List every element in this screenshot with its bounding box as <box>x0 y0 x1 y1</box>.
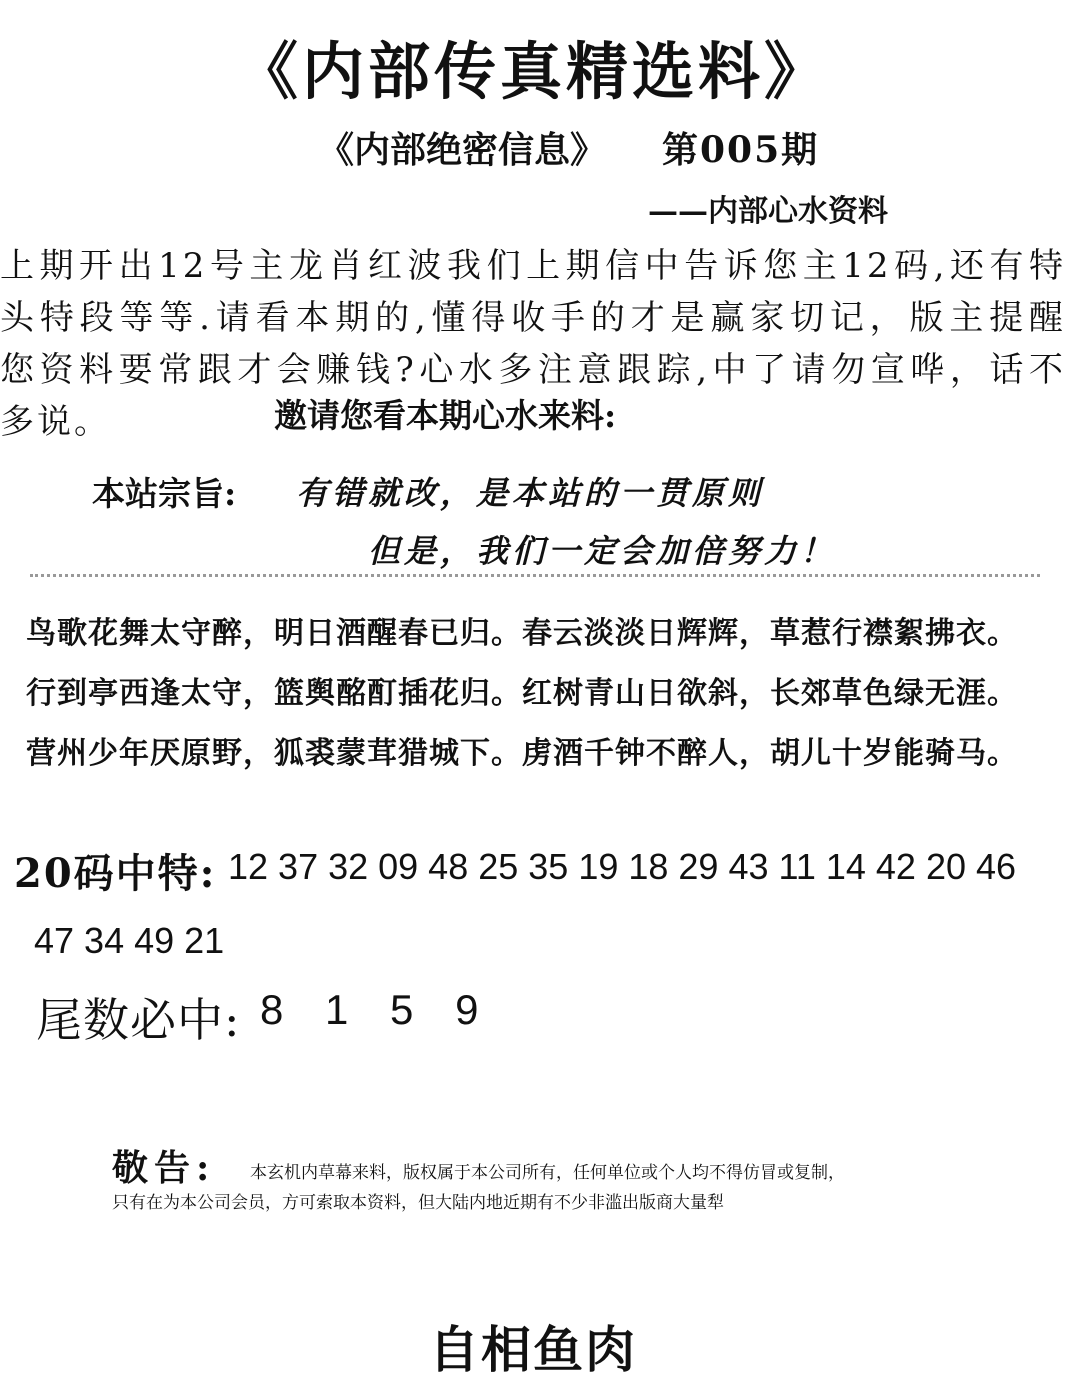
numbers-line: 12 37 32 09 48 25 35 19 18 29 43 11 14 42 20 46 <box>228 846 1017 887</box>
poem-line: 行到亭西逢太守，篮舆酩酊插花归。红树青山日欲斜，长郊草色绿无涯。 <box>26 676 1018 711</box>
poem-block <box>26 604 1062 784</box>
tenet-label: 本站宗旨: <box>92 474 237 513</box>
poem-line: 营州少年厌原野，狐裘蒙茸猎城下。虏酒千钟不醉人，胡儿十岁能骑马。 <box>26 736 1018 771</box>
intro-line: 多说。 <box>0 402 111 442</box>
notice-label: 敬告: <box>112 1147 216 1189</box>
issue-number: 第005期 <box>662 129 820 171</box>
poem-line: 鸟歌花舞太守醉，明日酒醒春已归。春云淡淡日辉辉，草惹行襟絮拂衣。 <box>26 616 1018 651</box>
intro-line: 您资料要常跟才会赚钱?心水多注意跟踪,中了请勿宣哗，话不 <box>0 350 1066 390</box>
tail-label: 尾数必中: <box>36 993 241 1047</box>
intro-line: 上期开出12号主龙肖红波我们上期信中告诉您主12码,还有特 <box>0 246 1066 286</box>
tail-digits: 8 1 5 9 <box>260 986 479 1033</box>
page-title: 《内部传真精选料》 <box>235 35 830 108</box>
intro-line: 头特段等等.请看本期的,懂得收手的才是赢家切记，版主提醒 <box>0 298 1066 338</box>
tenet-line: 但是，我们一定会加倍努力！ <box>368 532 837 570</box>
numbers-line: 47 34 49 21 <box>34 920 225 961</box>
numbers-label: 20码中特: <box>14 850 217 897</box>
notice-line: 本玄机内草幕来料，版权属于本公司所有，任何单位或个人均不得仿冒或复制， <box>250 1163 845 1183</box>
invite-text: 邀请您看本期心水来料: <box>274 396 617 435</box>
source-label: ——内部心水资料 <box>648 194 888 229</box>
notice-line: 只有在为本公司会员，方可索取本资料，但大陆内地近期有不少非滥出版商大量犁 <box>112 1193 724 1213</box>
subtitle: 《内部绝密信息》 <box>318 129 607 171</box>
footer-title: 自相鱼肉 <box>429 1320 637 1379</box>
divider <box>30 574 1040 581</box>
tenet-line: 有错就改，是本站的一贯原则 <box>296 474 765 512</box>
